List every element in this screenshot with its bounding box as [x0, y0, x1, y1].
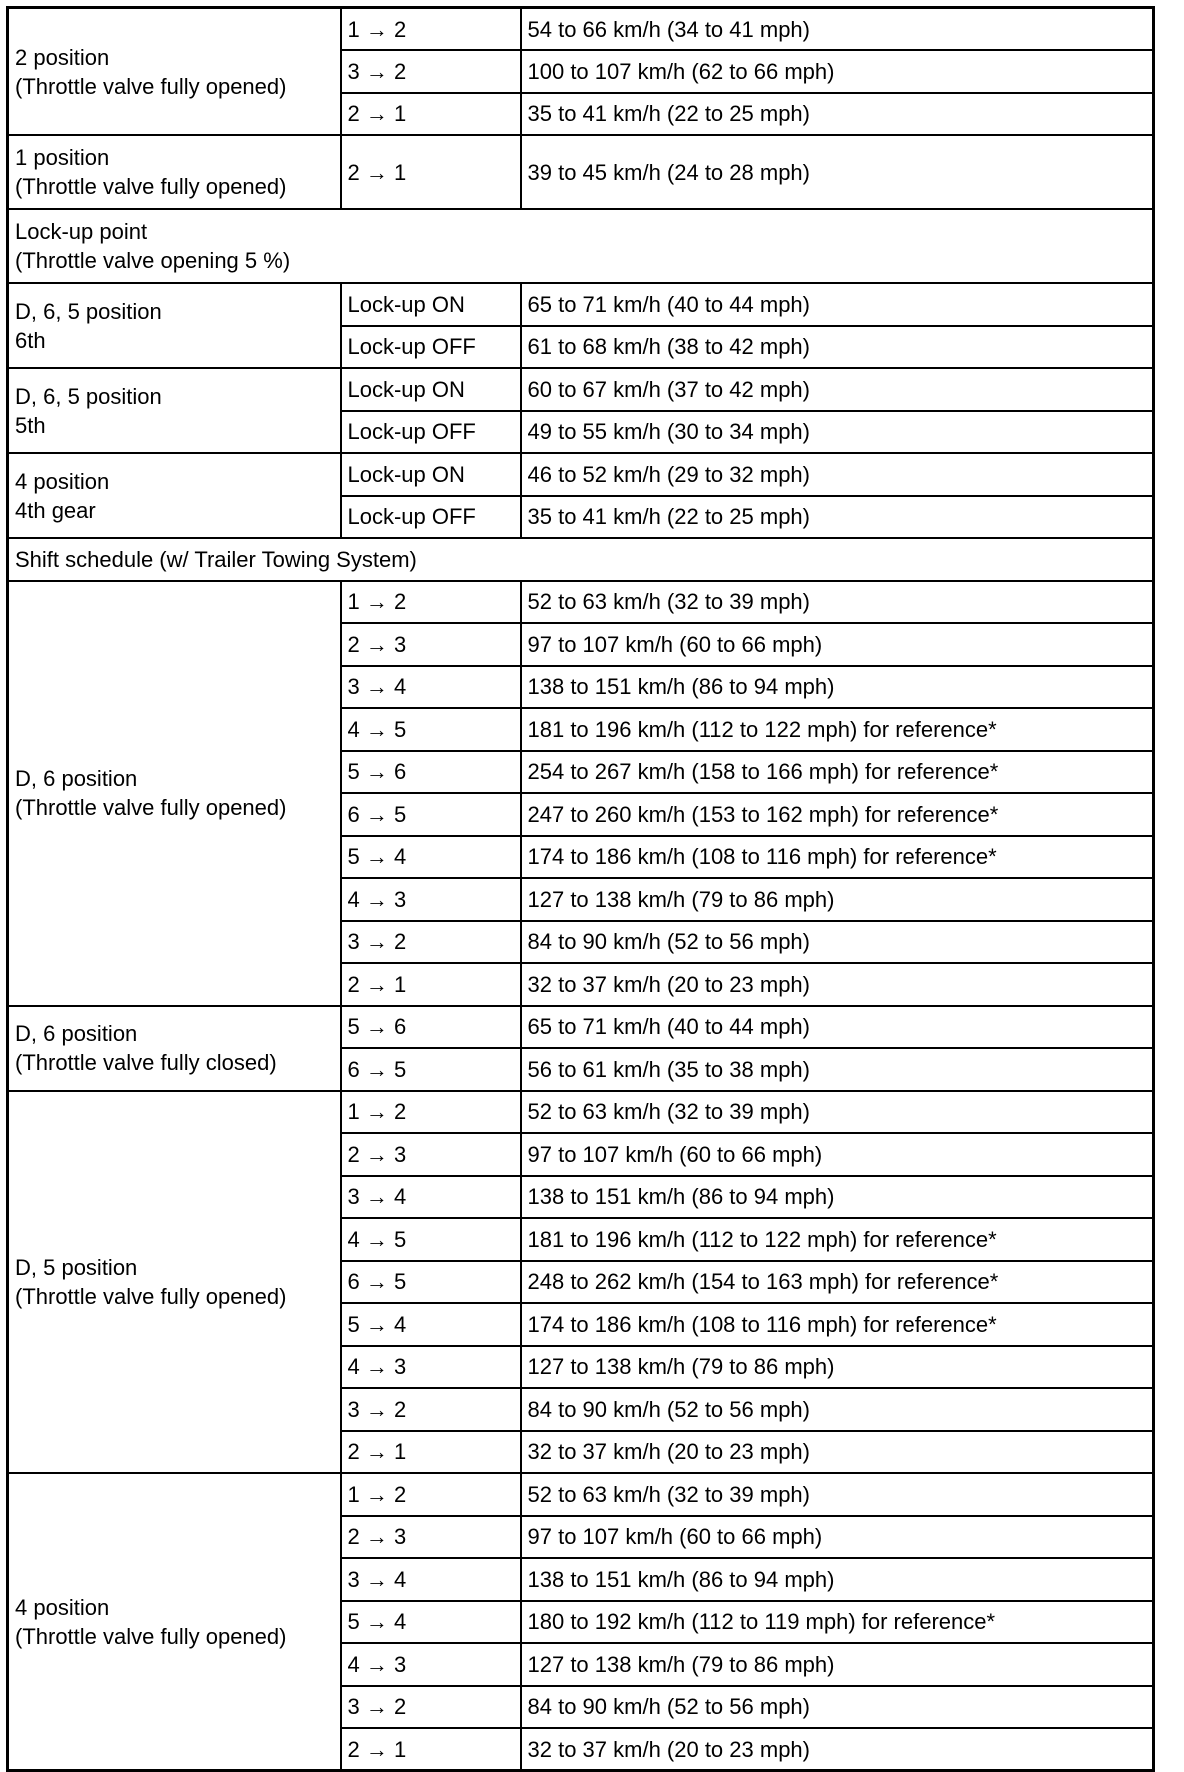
position-label-cell: [8, 368, 341, 453]
table-row: [8, 368, 1154, 411]
shift-cell: 1 → 2: [341, 8, 521, 51]
position-condition: (Throttle valve fully opened): [15, 1623, 287, 1649]
shift-cell: 5 → 4: [341, 836, 521, 879]
position-label-cell: [8, 1473, 341, 1771]
table-row: [8, 453, 1154, 496]
speed-cell: 46 to 52 km/h (29 to 32 mph): [521, 453, 1154, 496]
speed-cell: 174 to 186 km/h (108 to 116 mph) for reference*: [521, 836, 1154, 879]
position-label-cell: [8, 1006, 341, 1091]
speed-cell: 84 to 90 km/h (52 to 56 mph): [521, 921, 1154, 964]
position-label-cell: [8, 283, 341, 368]
position-label: D, 6 position: [15, 1021, 138, 1046]
shift-cell: 2 → 3: [341, 1133, 521, 1176]
table-row: [8, 1091, 1154, 1134]
shift-cell: 2 → 1: [341, 963, 521, 1006]
speed-cell: 100 to 107 km/h (62 to 66 mph): [521, 50, 1154, 93]
shift-cell: Lock-up OFF: [341, 326, 521, 369]
shift-cell: 2 → 3: [341, 623, 521, 666]
position-condition: (Throttle valve fully opened): [15, 73, 287, 99]
speed-cell: 247 to 260 km/h (153 to 162 mph) for reference*: [521, 793, 1154, 836]
shift-cell: 3 → 2: [341, 50, 521, 93]
section-header-title: Shift schedule (w/ Trailer Towing System): [15, 546, 417, 572]
speed-cell: 138 to 151 km/h (86 to 94 mph): [521, 1176, 1154, 1219]
speed-cell: 32 to 37 km/h (20 to 23 mph): [521, 1728, 1154, 1771]
table-row: [8, 135, 1154, 209]
speed-cell: 39 to 45 km/h (24 to 28 mph): [521, 135, 1154, 209]
shift-cell: 3 → 2: [341, 1388, 521, 1431]
speed-cell: 61 to 68 km/h (38 to 42 mph): [521, 326, 1154, 369]
section-header-row: [8, 209, 1154, 283]
shift-cell: 2 → 1: [341, 135, 521, 209]
table-row: [8, 8, 1154, 51]
speed-cell: 97 to 107 km/h (60 to 66 mph): [521, 1516, 1154, 1559]
position-label-cell: [8, 135, 341, 209]
position-label: 4 position: [15, 1594, 110, 1620]
section-header-row: [8, 538, 1154, 581]
speed-cell: 32 to 37 km/h (20 to 23 mph): [521, 963, 1154, 1006]
position-condition: 5th: [15, 412, 46, 438]
speed-cell: 127 to 138 km/h (79 to 86 mph): [521, 1643, 1154, 1686]
shift-cell: Lock-up ON: [341, 283, 521, 326]
speed-cell: 97 to 107 km/h (60 to 66 mph): [521, 1133, 1154, 1176]
shift-cell: Lock-up ON: [341, 368, 521, 411]
shift-cell: 4 → 3: [341, 878, 521, 921]
position-label: D, 5 position: [15, 1254, 138, 1280]
shift-cell: 3 → 2: [341, 921, 521, 964]
shift-cell: 5 → 4: [341, 1303, 521, 1346]
shift-cell: 4 → 3: [341, 1643, 521, 1686]
speed-cell: 52 to 63 km/h (32 to 39 mph): [521, 581, 1154, 624]
position-label: 1 position: [15, 145, 110, 170]
position-label: 2 position: [15, 44, 110, 70]
speed-cell: 35 to 41 km/h (22 to 25 mph): [521, 496, 1154, 539]
shift-cell: 3 → 4: [341, 1558, 521, 1601]
shift-cell: 2 → 1: [341, 1728, 521, 1771]
shift-cell: 5 → 6: [341, 1006, 521, 1049]
position-label-cell: [8, 581, 341, 1006]
position-condition: (Throttle valve fully closed): [15, 1050, 277, 1075]
section-header-cell: [8, 538, 1154, 581]
position-label-cell: [8, 8, 341, 136]
speed-cell: 32 to 37 km/h (20 to 23 mph): [521, 1431, 1154, 1474]
shift-cell: 1 → 2: [341, 1473, 521, 1516]
shift-cell: 5 → 4: [341, 1601, 521, 1644]
position-label: 4 position: [15, 468, 110, 494]
position-label: D, 6 position: [15, 766, 138, 791]
speed-cell: 65 to 71 km/h (40 to 44 mph): [521, 1006, 1154, 1049]
shift-cell: 6 → 5: [341, 1048, 521, 1091]
speed-cell: 127 to 138 km/h (79 to 86 mph): [521, 878, 1154, 921]
table-row: [8, 283, 1154, 326]
position-label-cell: [8, 453, 341, 538]
speed-cell: 254 to 267 km/h (158 to 166 mph) for reference*: [521, 751, 1154, 794]
speed-cell: 97 to 107 km/h (60 to 66 mph): [521, 623, 1154, 666]
shift-cell: 1 → 2: [341, 1091, 521, 1134]
shift-cell: 5 → 6: [341, 751, 521, 794]
speed-cell: 65 to 71 km/h (40 to 44 mph): [521, 283, 1154, 326]
speed-cell: 180 to 192 km/h (112 to 119 mph) for reference*: [521, 1601, 1154, 1644]
table-row: [8, 1473, 1154, 1516]
speed-cell: 54 to 66 km/h (34 to 41 mph): [521, 8, 1154, 51]
table-body: [8, 8, 1154, 1771]
position-condition: 4th gear: [15, 497, 96, 523]
shift-cell: 3 → 2: [341, 1686, 521, 1729]
shift-cell: Lock-up OFF: [341, 411, 521, 454]
speed-cell: 35 to 41 km/h (22 to 25 mph): [521, 93, 1154, 136]
shift-cell: Lock-up OFF: [341, 496, 521, 539]
speed-cell: 138 to 151 km/h (86 to 94 mph): [521, 1558, 1154, 1601]
shift-cell: 2 → 1: [341, 93, 521, 136]
shift-cell: 6 → 5: [341, 793, 521, 836]
speed-cell: 49 to 55 km/h (30 to 34 mph): [521, 411, 1154, 454]
speed-cell: 56 to 61 km/h (35 to 38 mph): [521, 1048, 1154, 1091]
speed-cell: 138 to 151 km/h (86 to 94 mph): [521, 666, 1154, 709]
table-row: [8, 1006, 1154, 1049]
speed-cell: 84 to 90 km/h (52 to 56 mph): [521, 1388, 1154, 1431]
position-label: D, 6, 5 position: [15, 383, 162, 409]
shift-cell: 2 → 1: [341, 1431, 521, 1474]
section-header-title: Lock-up point: [15, 219, 148, 244]
position-condition: (Throttle valve fully opened): [15, 174, 287, 199]
shift-schedule-table: [6, 6, 1155, 1772]
position-condition: (Throttle valve fully opened): [15, 795, 287, 820]
speed-cell: 52 to 63 km/h (32 to 39 mph): [521, 1473, 1154, 1516]
position-label: D, 6, 5 position: [15, 298, 162, 324]
shift-cell: 4 → 5: [341, 1218, 521, 1261]
shift-cell: Lock-up ON: [341, 453, 521, 496]
shift-cell: 2 → 3: [341, 1516, 521, 1559]
shift-cell: 4 → 3: [341, 1346, 521, 1389]
section-header-cell: [8, 209, 1154, 283]
position-label-cell: [8, 1091, 341, 1474]
table-row: [8, 581, 1154, 624]
speed-cell: 181 to 196 km/h (112 to 122 mph) for reference*: [521, 1218, 1154, 1261]
speed-cell: 127 to 138 km/h (79 to 86 mph): [521, 1346, 1154, 1389]
speed-cell: 181 to 196 km/h (112 to 122 mph) for reference*: [521, 708, 1154, 751]
speed-cell: 84 to 90 km/h (52 to 56 mph): [521, 1686, 1154, 1729]
shift-cell: 3 → 4: [341, 666, 521, 709]
speed-cell: 174 to 186 km/h (108 to 116 mph) for reference*: [521, 1303, 1154, 1346]
speed-cell: 248 to 262 km/h (154 to 163 mph) for reference*: [521, 1261, 1154, 1304]
shift-cell: 1 → 2: [341, 581, 521, 624]
shift-cell: 4 → 5: [341, 708, 521, 751]
section-header-subtitle: (Throttle valve opening 5 %): [15, 248, 291, 273]
shift-cell: 6 → 5: [341, 1261, 521, 1304]
speed-cell: 60 to 67 km/h (37 to 42 mph): [521, 368, 1154, 411]
position-condition: 6th: [15, 327, 46, 353]
shift-cell: 3 → 4: [341, 1176, 521, 1219]
position-condition: (Throttle valve fully opened): [15, 1283, 287, 1309]
speed-cell: 52 to 63 km/h (32 to 39 mph): [521, 1091, 1154, 1134]
